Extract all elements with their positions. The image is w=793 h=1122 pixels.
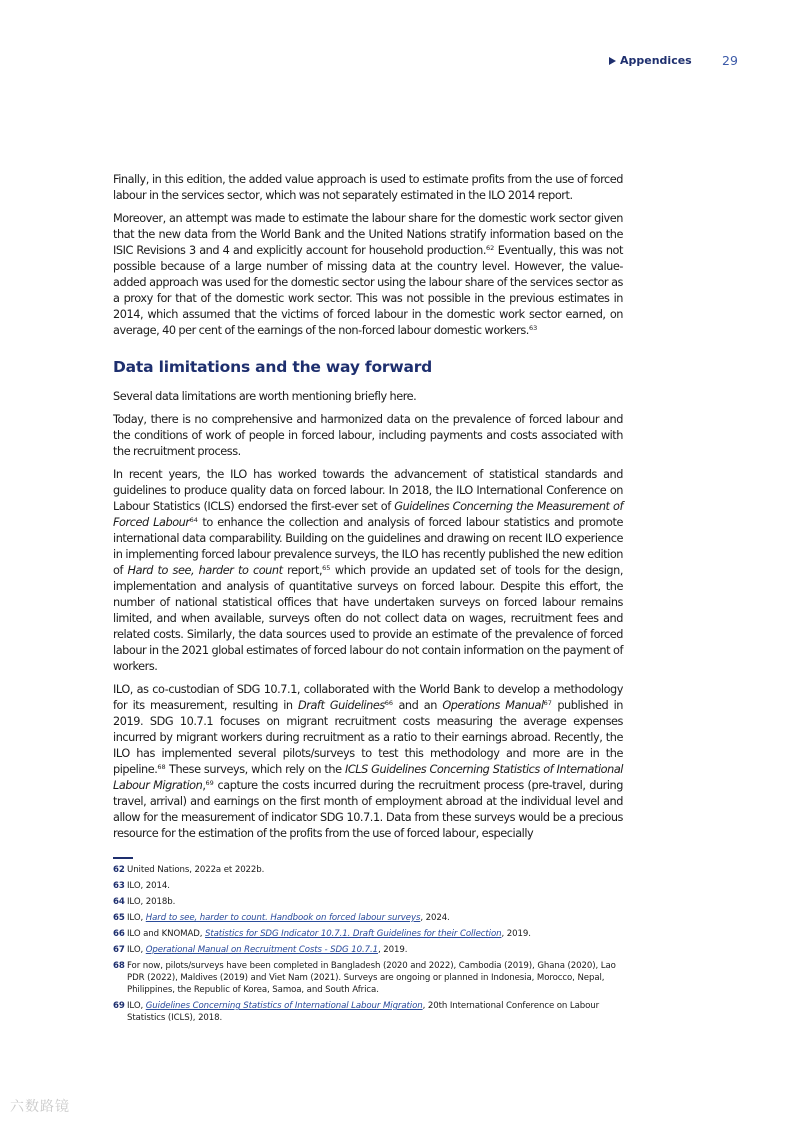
section-label-text: Appendices bbox=[620, 54, 692, 67]
footnote-ref[interactable]: 69 bbox=[205, 779, 214, 787]
footnote-ref[interactable]: 64 bbox=[189, 516, 198, 524]
paragraph-no-data: Today, there is no comprehensive and harmonized data on the prevalence of forced labour and the conditions of work of people in forced labour, including payments and costs associated with the recruitment process. bbox=[113, 413, 623, 458]
footnote-link[interactable]: Statistics for SDG Indicator 10.7.1. Draft Guidelines for their Collection bbox=[205, 929, 502, 939]
footnote-item bbox=[113, 864, 623, 876]
footnote-link[interactable]: Hard to see, harder to count. Handbook on forced labour surveys bbox=[145, 913, 421, 923]
footnote-ref[interactable]: 66 bbox=[384, 699, 394, 707]
footnote-number: 68 bbox=[113, 961, 125, 971]
footnote-item bbox=[113, 1000, 623, 1024]
footnote-item bbox=[113, 944, 623, 956]
footnote-ref[interactable]: 65 bbox=[322, 564, 331, 572]
page-header bbox=[0, 54, 793, 70]
footnote-item bbox=[113, 928, 623, 940]
footnote-number: 65 bbox=[113, 913, 125, 923]
footnote-number: 64 bbox=[113, 897, 125, 907]
footnote-number: 62 bbox=[113, 865, 125, 875]
footnote-link[interactable]: Guidelines Concerning Statistics of International Labour Migration bbox=[145, 1001, 423, 1011]
footnote-ref[interactable]: 62 bbox=[486, 244, 495, 252]
footnote-ref[interactable]: 68 bbox=[157, 763, 166, 771]
page-number: 29 bbox=[722, 53, 738, 68]
paragraph-sdg-10-7-1: ILO, as co-custodian of SDG 10.7.1, collaborated with the World Bank to develop a methodology for its measurement, resulting in Draft Guidelines$^{66}$ and an Operations Manual$^{67}$ published in 2019. SDG 10.7.1 focuses on migrant recruitment costs measuring the average expenses incurred by migrant workers during recruitment as a ratio to their earnings abroad. Recently, the ILO has implemented several pilots/surveys to test this methodology and more are in the pipeline.$^{68}$ These surveys, which rely on the ICLS Guidelines Concerning Statistics of International Labour Migration,$^{69}$ capture the costs incurred during the recruitment process (pre-travel, during travel, arrival) and earnings on the first month of employment abroad at the individual level and allow for the measurement of indicator SDG 10.7.1. Data from these surveys would be a precious resource for the estimation of the profits from the use of forced labour, especially bbox=[113, 683, 624, 840]
footnote-ref[interactable]: 63 bbox=[528, 324, 538, 332]
footnote-divider bbox=[113, 857, 133, 859]
footnote-text: ILO, Operational Manual on Recruitment Costs - SDG 10.7.1, 2019. bbox=[127, 945, 408, 955]
footnote-number: 69 bbox=[113, 1001, 125, 1011]
footnote-text: For now, pilots/surveys have been completed in Bangladesh (2020 and 2022), Cambodia (2019), Ghana (2020), Lao PDR (2022), Maldives (2019) and Viet Nam (2021). Surveys are ongoing or planned in Indonesia, Morocco, Nepal, Philippines, the Republic of Korea, Samoa, and South Africa. bbox=[127, 961, 616, 995]
paragraph-ilo-standards: In recent years, the ILO has worked towards the advancement of statistical standards and guidelines to produce quality data on forced labour. In 2018, the ILO International Conference on Labour Statistics (ICLS) endorsed the first-ever set of Guidelines Concerning the Measurement of Forced Labour$^{64}$ to enhance the collection and analysis of forced labour statistics and promote international data comparability. Building on the guidelines and drawing on recent ILO experience in implementing forced labour prevalence surveys, the ILO has recently published the new edition of Hard to see, harder to count report,$^{65}$ which provide an updated set of tools for the design, implementation and analysis of quantitative surveys on forced labour. Despite this effort, the number of national statistical offices that have undertaken surveys on forced labour remains limited, and when available, surveys often do not collect data on wages, recruitment fees and related costs. Similarly, the data sources used to provide an estimate of the prevalence of forced labour in the 2021 global estimates of forced labour do not contain information on the payment of workers. bbox=[113, 468, 623, 673]
section-heading: Data limitations and the way forward bbox=[113, 358, 433, 376]
footnote-item bbox=[113, 880, 623, 892]
footnotes bbox=[113, 864, 623, 1028]
footnote-number: 67 bbox=[113, 945, 125, 955]
footnote-text: United Nations, 2022a et 2022b. bbox=[127, 865, 265, 875]
paragraph-services-sector: Finally, in this edition, the added value approach is used to estimate profits from the use of forced labour in the services sector, which was not separately estimated in the ILO 2014 report. bbox=[113, 173, 623, 202]
watermark: 六数路镜 bbox=[10, 1099, 70, 1115]
footnote-item bbox=[113, 896, 623, 908]
footnote-ref[interactable]: 67 bbox=[543, 699, 552, 707]
play-arrow-icon bbox=[609, 57, 616, 65]
paragraph-intro: Several data limitations are worth mentioning briefly here. bbox=[113, 390, 417, 403]
footnote-text: ILO and KNOMAD, Statistics for SDG Indicator 10.7.1. Draft Guidelines for their Collection, 2019. bbox=[127, 929, 531, 939]
footnote-item bbox=[113, 912, 623, 924]
footnote-text: ILO, 2018b. bbox=[127, 897, 176, 907]
footnote-link[interactable]: Operational Manual on Recruitment Costs - SDG 10.7.1 bbox=[145, 945, 378, 955]
footnote-item bbox=[113, 960, 623, 996]
footnote-text: ILO, Hard to see, harder to count. Handbook on forced labour surveys, 2024. bbox=[127, 913, 450, 923]
footnote-number: 66 bbox=[113, 929, 125, 939]
section-label bbox=[609, 54, 692, 67]
main-content bbox=[113, 172, 623, 849]
footnote-number: 63 bbox=[113, 881, 125, 891]
footnote-text: ILO, 2014. bbox=[127, 881, 170, 891]
paragraph-domestic-work: Moreover, an attempt was made to estimate the labour share for the domestic work sector given that the new data from the World Bank and the United Nations stratify information based on the ISIC Revisions 3 and 4 and explicitly account for household production.$^{62}$ Eventually, this was not possible because of a large number of missing data at the country level. However, the value-added approach was used for the domestic sector using the labour share of the services sector as a proxy for that of the domestic work sector. This was not possible in the previous estimates in 2014, which assumed that the victims of forced labour in the domestic work sector earned, on average, 40 per cent of the earnings of the non-forced labour domestic workers.$^{63}$ bbox=[113, 212, 623, 337]
footnote-text: ILO, Guidelines Concerning Statistics of International Labour Migration, 20th International Conference on Labour Statistics (ICLS), 2018. bbox=[127, 1001, 600, 1023]
